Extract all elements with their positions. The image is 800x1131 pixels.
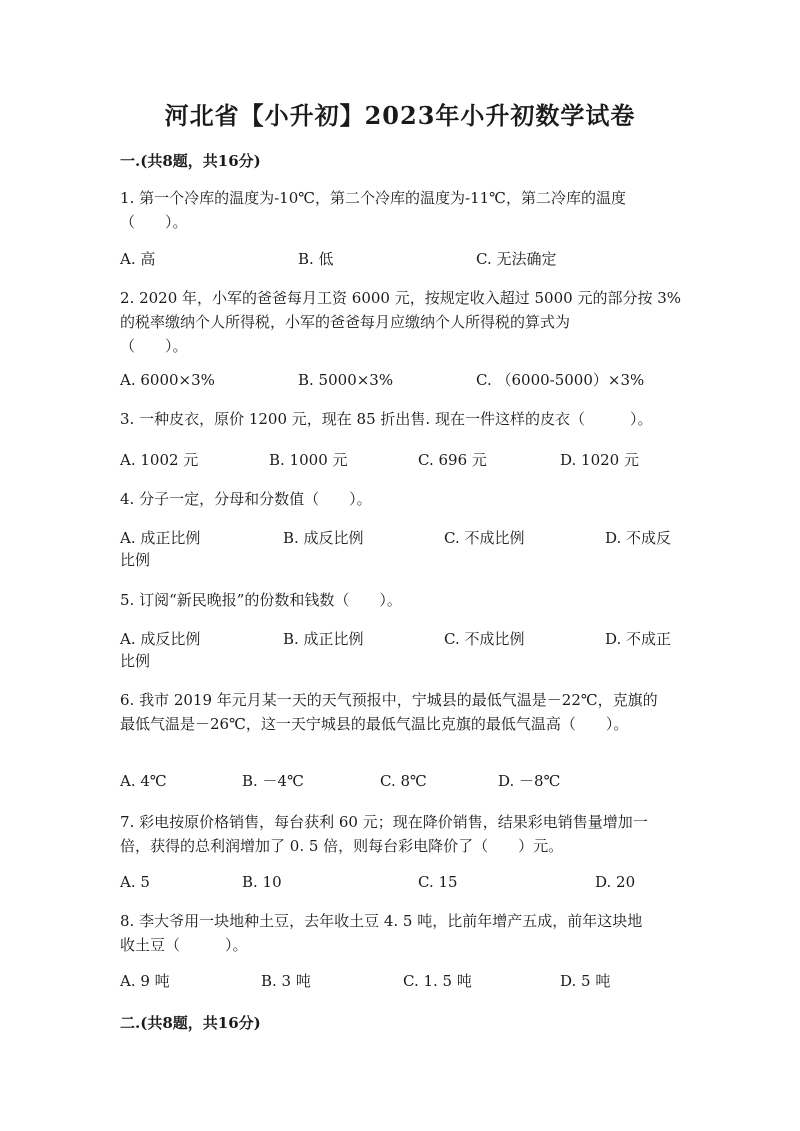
question-7-stem-line: 倍，获得的总利润增加了 0. 5 倍，则每台彩电降价了（ ）元。	[120, 837, 564, 855]
question-2-stem-line: 的税率缴纳个人所得税，小军的爸爸每月应缴纳个人所得税的算式为	[120, 313, 571, 331]
question-1-option-c: C. 无法确定	[476, 250, 557, 268]
question-6-option-b: B. －4℃	[242, 772, 304, 790]
question-3-option-b: B. 1000 元	[269, 451, 348, 469]
question-1-option-b: B. 低	[298, 250, 334, 268]
question-7-option-b: B. 10	[242, 873, 282, 891]
question-2-option-b: B. 5000×3%	[298, 371, 394, 389]
question-1-option-a: A. 高	[120, 250, 156, 268]
question-6-option-c: C. 8℃	[380, 772, 427, 790]
question-8-option-b: B. 3 吨	[261, 972, 311, 990]
question-5-option-b: B. 成正比例	[283, 630, 364, 648]
question-3	[120, 407, 682, 431]
question-3-option-a: A. 1002 元	[120, 451, 199, 469]
question-3-option-d: D. 1020 元	[560, 451, 639, 469]
question-1-stem-line: 1. 第一个冷库的温度为-10℃，第二个冷库的温度为-11℃，第二冷库的温度	[120, 189, 626, 207]
question-7-option-c: C. 15	[418, 873, 458, 891]
question-7-option-a: A. 5	[120, 873, 150, 891]
question-1	[120, 186, 682, 234]
page-title: 河北省【小升初】2023年小升初数学试卷	[164, 101, 636, 130]
question-4-option-d-wrap: 比例	[120, 551, 151, 569]
question-3-stem-line: 3. 一种皮衣，原价 1200 元，现在 85 折出售. 现在一件这样的皮衣（ ）。	[120, 410, 653, 428]
question-2-option-c: C. （6000-5000）×3%	[476, 371, 645, 389]
question-4-option-c: C. 不成比例	[444, 529, 525, 547]
question-6-option-d: D. －8℃	[498, 772, 561, 790]
question-6-stem-line: 6. 我市 2019 年元月某一天的天气预报中，宁城县的最低气温是－22℃，克旗的	[120, 691, 658, 709]
question-2	[120, 286, 682, 358]
question-3-option-c: C. 696 元	[418, 451, 487, 469]
question-4	[120, 487, 682, 511]
question-5-option-d-wrap: 比例	[120, 652, 151, 670]
question-6	[120, 688, 682, 736]
section-heading-2: 二.(共8题，共16分)	[120, 1014, 261, 1032]
question-5-option-d: D. 不成正	[605, 630, 672, 648]
section-heading-1: 一.(共8题，共16分)	[120, 152, 261, 170]
question-8-stem-line: 8. 李大爷用一块地种土豆，去年收土豆 4. 5 吨，比前年增产五成，前年这块地	[120, 912, 643, 930]
question-8	[120, 909, 682, 957]
question-5-option-a: A. 成反比例	[120, 630, 201, 648]
question-8-option-d: D. 5 吨	[560, 972, 611, 990]
question-8-stem-line: 收土豆（ ）。	[120, 936, 248, 954]
question-8-option-c: C. 1. 5 吨	[403, 972, 472, 990]
question-6-option-a: A. 4℃	[120, 772, 167, 790]
question-4-option-d: D. 不成反	[605, 529, 672, 547]
question-4-option-b: B. 成反比例	[283, 529, 364, 547]
question-5-option-c: C. 不成比例	[444, 630, 525, 648]
question-2-stem-line: （ ）。	[120, 337, 188, 355]
question-4-option-a: A. 成正比例	[120, 529, 201, 547]
question-5	[120, 588, 682, 612]
question-7	[120, 810, 682, 858]
question-5-stem-line: 5. 订阅“新民晚报”的份数和钱数（ ）。	[120, 591, 402, 609]
question-6-stem-line: 最低气温是－26℃，这一天宁城县的最低气温比克旗的最低气温高（ ）。	[120, 715, 629, 733]
question-7-stem-line: 7. 彩电按原价格销售，每台获利 60 元；现在降价销售，结果彩电销售量增加一	[120, 813, 648, 831]
question-7-option-d: D. 20	[595, 873, 636, 891]
question-1-stem-line: （ ）。	[120, 213, 188, 231]
question-2-stem-line: 2. 2020 年，小军的爸爸每月工资 6000 元，按规定收入超过 5000 元的部分按 3%	[120, 289, 682, 307]
question-2-option-a: A. 6000×3%	[120, 371, 215, 389]
question-8-option-a: A. 9 吨	[120, 972, 170, 990]
question-4-stem-line: 4. 分子一定，分母和分数值（ ）。	[120, 490, 372, 508]
